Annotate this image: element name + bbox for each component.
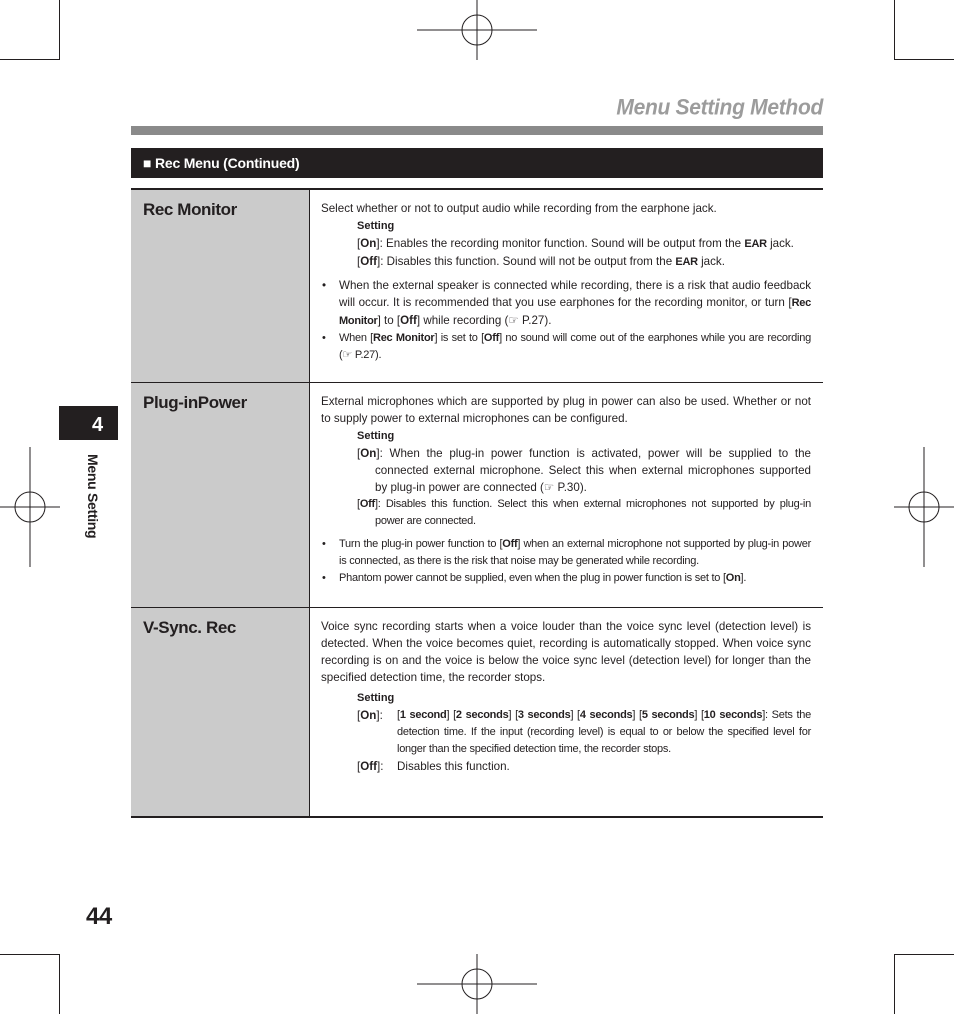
option-on: [On]: [1 second] [2 seconds] [3 seconds] [4 seconds] [5 seconds] [10 seconds]: Sets the detection time. If the input (recording level) is equal to or below the specified level for longer than the specified detection time, the recorder stops.: [357, 709, 812, 755]
registration-mark-top: [417, 0, 537, 60]
page-number: 44: [86, 903, 112, 930]
list-item: • When [Rec Monitor] is set to [Off] no sound will come out of the earphones while you are recording (☞ P.27).: [321, 330, 811, 364]
row-description: [310, 383, 823, 607]
option-off: [Off]: Disables this function.: [357, 760, 510, 773]
chapter-number: 4: [91, 414, 104, 436]
table-row-v-sync-rec: [131, 607, 823, 818]
option-on: [On]: Enables the recording monitor function. Sound will be output from the EAR jack.: [357, 237, 794, 250]
crop-mark: [0, 954, 60, 955]
header-rule: [131, 126, 823, 135]
list-item: • Turn the plug-in power function to [Off] when an external microphone not supported by plug-in power is connected, as there is the risk that noise may be generated while recording.: [321, 536, 811, 570]
crop-mark: [894, 954, 954, 955]
table-row-rec-monitor: [131, 188, 823, 382]
row-label-cell: [131, 383, 310, 607]
row-label: V-Sync. Rec: [143, 618, 236, 637]
registration-mark-left: [0, 447, 60, 567]
section-heading-bar: [131, 148, 823, 178]
crop-mark: [0, 59, 60, 60]
row-label: Rec Monitor: [143, 200, 237, 219]
detection-time-values: [1 second] [2 seconds] [3 seconds] [4 seconds] [5 seconds] [10 seconds]:: [397, 709, 768, 721]
crop-mark: [59, 0, 60, 60]
row-description: [310, 608, 823, 816]
row-intro: Voice sync recording starts when a voice louder than the voice sync level (detection level) is detected. When the voice becomes quiet, recording is automatically stopped. When voice sync recording is on and the voice is below the voice sync level (detection level) for longer than the specified detection time, the recorder stops.: [321, 620, 811, 684]
setting-heading: Setting: [357, 220, 395, 232]
option-off: [Off]: Disables this function. Select this when external microphones not supported by plug-in power are connected.: [357, 498, 811, 527]
table-row-plug-in-power: [131, 382, 823, 607]
crop-mark: [59, 954, 60, 1014]
crop-mark: [894, 954, 895, 1014]
row-intro: External microphones which are supported by plug in power can also be used. Whether or not to supply power to external microphones can be configured.: [321, 395, 811, 425]
row-label: Plug-inPower: [143, 393, 247, 412]
option-on: [On]: When the plug-in power function is activated, power will be supplied to the connected external microphone. Select this when external microphones supported by plug-in power are connected (☞ P.30).: [357, 447, 811, 494]
row-intro: Select whether or not to output audio while recording from the earphone jack.: [321, 202, 717, 215]
setting-heading: Setting: [357, 692, 395, 704]
row-label-cell: [131, 190, 310, 382]
registration-mark-bottom: [417, 954, 537, 1014]
list-item: • Phantom power cannot be supplied, even when the plug in power function is set to [On].: [321, 570, 811, 587]
list-item: • When the external speaker is connected while recording, there is a risk that audio feedback will occur. It is recommended that you use earphones for the recording monitor, or turn [Rec Monitor] to [Off] while recording (☞ P.27).: [321, 277, 811, 330]
notes-list: [321, 536, 811, 587]
crop-mark: [894, 0, 895, 60]
chapter-tab: [59, 406, 118, 440]
menu-settings-table: [131, 188, 823, 818]
crop-mark: [894, 59, 954, 60]
notes-list: [321, 277, 811, 364]
setting-heading: Setting: [357, 430, 395, 442]
page-header-title: Menu Setting Method: [616, 95, 823, 120]
registration-mark-right: [894, 447, 954, 567]
section-title: ■ Rec Menu (Continued): [143, 155, 300, 171]
row-description: [310, 190, 823, 382]
row-label-cell: [131, 608, 310, 816]
option-off: [Off]: Disables this function. Sound will not be output from the EAR jack.: [357, 255, 725, 268]
chapter-side-label: Menu Setting: [85, 454, 101, 539]
